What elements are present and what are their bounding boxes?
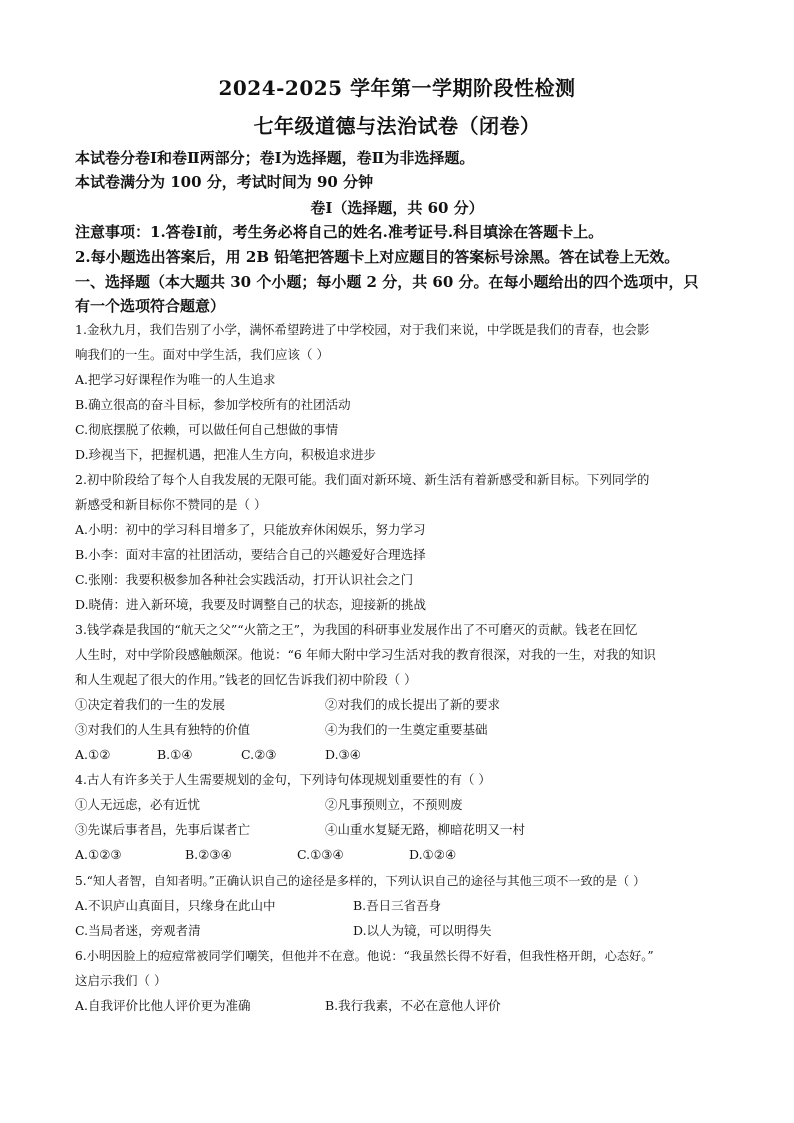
q3-statement-1: ①决定着我们的一生的发展 [75,697,226,712]
q1-stem-line-1: 1.金秋九月，我们告别了小学，满怀希望跨进了中学校园，对于我们来说，中学既是我们的青春，也会影 [75,322,650,337]
q3-stem-line-3: 和人生观起了很大的作用。”钱老的回忆告诉我们初中阶段（ ） [75,672,417,687]
q2-stem-line-2: 新感受和新目标你不赞同的是（ ） [75,497,267,512]
q3-option-b: B.①④ [157,747,193,762]
exam-subtitle: 七年级道德与法治试卷（闭卷） [253,114,541,138]
q2-option-a: A.小明：初中的学习科目增多了，只能放弃休闲娱乐，努力学习 [75,522,426,537]
q4-option-b: B.②③④ [185,847,232,862]
q5-option-d: D.以人为镜，可以明得失 [353,923,492,938]
q2-option-c: C.张刚：我要积极参加各种社会实践活动，打开认识社会之门 [75,572,414,587]
q4-stem: 4.古人有许多关于人生需要规划的金句，下列诗句体现规划重要性的有（ ） [75,772,491,787]
q4-statement-3: ③先谋后事者昌，先事后谋者亡 [75,822,251,837]
q2-option-d: D.晓倩：进入新环境，我要及时调整自己的状态，迎接新的挑战 [75,597,427,612]
q1-option-b: B.确立很高的奋斗目标，参加学校所有的社团活动 [75,397,351,412]
q4-statement-4: ④山重水复疑无路，柳暗花明又一村 [325,822,526,837]
section-heading-line-2: 有一个选项符合题意） [75,297,226,315]
note-line-2: 2.每小题选出答案后，用 2B 铅笔把答题卡上对应题目的答案标号涂黑。答在试卷上无效。 [75,248,680,266]
q5-stem: 5.“知人者智，自知者明。”正确认识自己的途径是多样的，下列认识自己的途径与其他三项不一致的是（ ） [75,874,646,888]
volume-title: 卷Ⅰ（选择题，共 60 分） [310,199,484,217]
q4-option-c: C.①③④ [297,847,344,862]
q1-option-c: C.彻底摆脱了依赖，可以做任何自己想做的事情 [75,422,339,437]
q1-option-d: D.珍视当下，把握机遇，把准人生方向，积极追求进步 [75,447,377,462]
section-heading-line-1: 一、选择题（本大题共 30 个小题；每小题 2 分，共 60 分。在每小题给出的四个选项中，只 [75,273,699,291]
note-line-1: 注意事项：1.答卷Ⅰ前，考生务必将自己的姓名.准考证号.科目填涂在答题卡上。 [75,223,604,241]
q6-stem-line-2: 这启示我们（ ） [75,973,167,988]
exam-title: 2024-2025 学年第一学期阶段性检测 [218,76,576,100]
q4-statement-1: ①人无远虑，必有近忧 [75,797,201,812]
q3-statement-4: ④为我们的一生奠定重要基础 [325,722,488,737]
intro-line-1: 本试卷分卷Ⅰ和卷Ⅱ两部分；卷Ⅰ为选择题，卷Ⅱ为非选择题。 [75,149,475,167]
q3-option-c: C.②③ [241,747,277,762]
q6-stem-line-1: 6.小明因脸上的痘痘常被同学们嘲笑，但他并不在意。他说：“我虽然长得不好看，但我性格开朗，心态好。” [75,949,654,963]
q1-stem-line-2: 响我们的一生。面对中学生活，我们应该（ ） [75,347,329,362]
q3-statement-3: ③对我们的人生具有独特的价值 [75,722,251,737]
q3-stem-line-2: 人生时，对中学阶段感触颇深。他说：“6 年师大附中学习生活对我的教育很深，对我的一生，对我的知识 [75,647,656,662]
q1-option-a: A.把学习好课程作为唯一的人生追求 [75,372,276,387]
intro-line-2: 本试卷满分为 100 分，考试时间为 90 分钟 [75,173,374,191]
q4-statement-2: ②凡事预则立，不预则废 [325,797,463,812]
q5-option-a: A.不识庐山真面目，只缘身在此山中 [75,898,276,913]
q6-option-a: A.自我评价比他人评价更为准确 [75,998,251,1013]
q4-option-a: A.①②③ [75,847,122,862]
q3-stem-line-1: 3.钱学森是我国的“航天之父”“火箭之王”，为我国的科研事业发展作出了不可磨灭的贡献。钱老在回忆 [75,622,638,637]
q5-option-c: C.当局者迷，旁观者清 [75,923,201,938]
q2-option-b: B.小李：面对丰富的社团活动，要结合自己的兴趣爱好合理选择 [75,547,426,562]
q3-statement-2: ②对我们的成长提出了新的要求 [325,697,501,712]
q4-option-d: D.①②④ [409,847,457,862]
q5-option-b: B.吾日三省吾身 [353,898,442,913]
q3-option-a: A.①② [75,747,111,762]
q2-stem-line-1: 2.初中阶段给了每个人自我发展的无限可能。我们面对新环境、新生活有着新感受和新目标。下列同学的 [75,472,650,487]
q6-option-b: B.我行我素，不必在意他人评价 [325,998,501,1013]
q3-option-d: D.③④ [325,747,361,762]
